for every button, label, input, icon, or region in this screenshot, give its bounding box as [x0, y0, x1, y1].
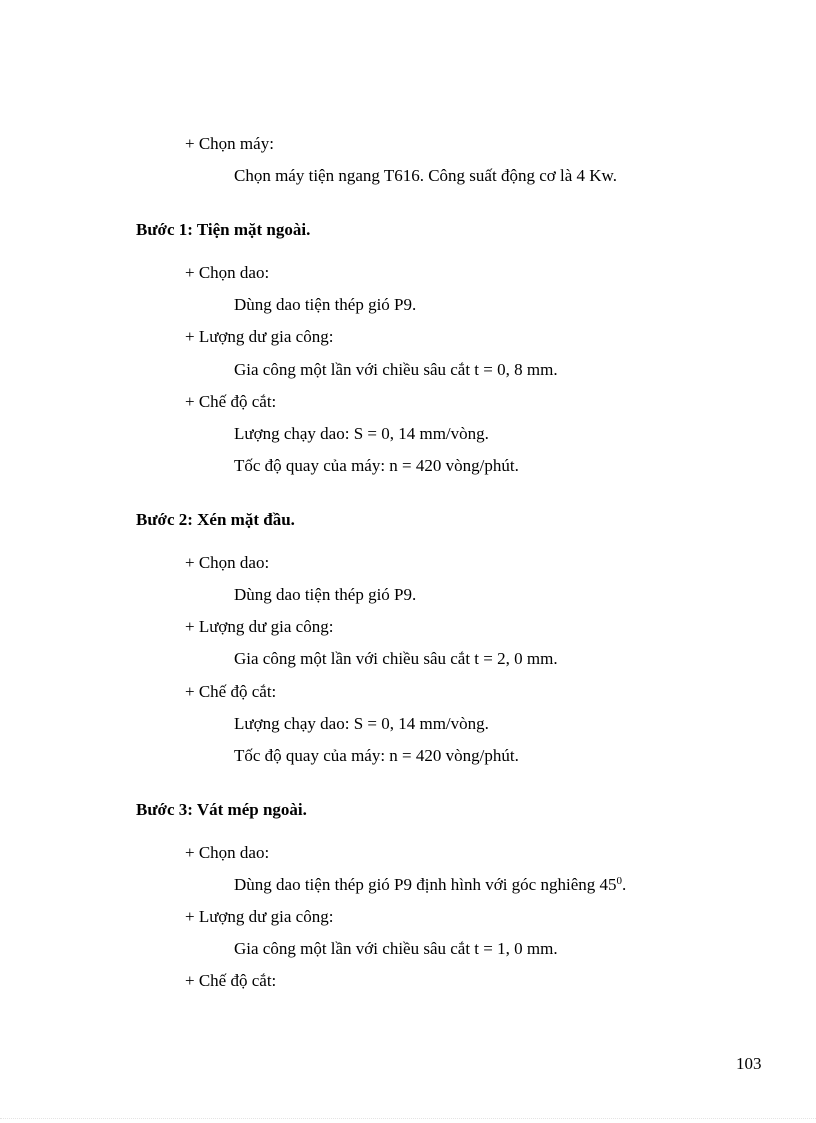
machine-label: + Chọn máy: [185, 134, 274, 153]
step-3-tool-text-end: . [621, 875, 627, 894]
step-3-allowance-text: Gia công một lần với chiều sâu cắt t = 1, 0 mm. [234, 939, 558, 958]
step-3-tool-label: + Chọn dao: [185, 843, 270, 862]
step-1-tool-text: Dùng dao tiện thép gió P9. [234, 295, 417, 314]
step-1-feed-text: Lượng chạy dao: S = 0, 14 mm/vòng. [234, 424, 489, 443]
step-1-allowance-text: Gia công một lần với chiều sâu cắt t = 0, 8 mm. [234, 360, 558, 379]
step-1-cutting-label: + Chế độ cắt: [185, 392, 277, 411]
page-bottom-edge [0, 1118, 816, 1119]
step-3-heading: Bước 3: Vát mép ngoài. [136, 800, 307, 819]
step-3-tool-text [234, 875, 626, 895]
step-1-tool-label: + Chọn dao: [185, 263, 270, 282]
step-2-feed-text: Lượng chạy dao: S = 0, 14 mm/vòng. [234, 714, 489, 733]
step-1-heading: Bước 1: Tiện mặt ngoài. [136, 220, 311, 239]
step-1-speed-text: Tốc độ quay của máy: n = 420 vòng/phút. [234, 456, 519, 475]
step-3-allowance-label: + Lượng dư gia công: [185, 907, 334, 926]
machine-text: Chọn máy tiện ngang T616. Công suất động cơ là 4 Kw. [234, 166, 617, 185]
degree-superscript: 0 [616, 875, 622, 887]
step-3-tool-text-main: Dùng dao tiện thép gió P9 định hình với góc nghiêng 45 [234, 875, 617, 894]
step-2-cutting-label: + Chế độ cắt: [185, 682, 277, 701]
step-2-heading: Bước 2: Xén mặt đầu. [136, 510, 295, 529]
step-2-speed-text: Tốc độ quay của máy: n = 420 vòng/phút. [234, 746, 519, 765]
step-2-allowance-text: Gia công một lần với chiều sâu cắt t = 2, 0 mm. [234, 649, 558, 668]
step-2-tool-text: Dùng dao tiện thép gió P9. [234, 585, 417, 604]
page-number: 103 [736, 1054, 762, 1073]
step-2-allowance-label: + Lượng dư gia công: [185, 617, 334, 636]
step-1-allowance-label: + Lượng dư gia công: [185, 327, 334, 346]
step-2-tool-label: + Chọn dao: [185, 553, 270, 572]
step-3-cutting-label: + Chế độ cắt: [185, 971, 277, 990]
